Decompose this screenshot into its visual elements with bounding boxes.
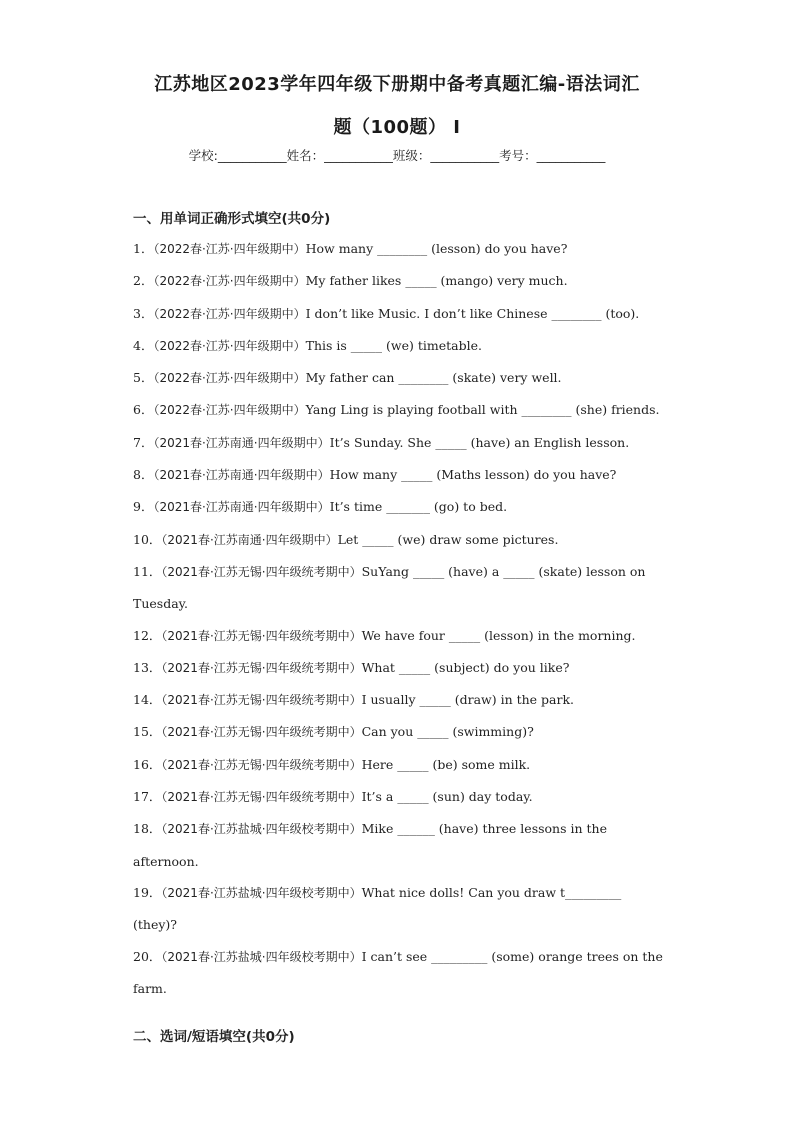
question-list bbox=[133, 233, 668, 1004]
question-source: （2021春·江苏无锡·四年级统考期中） bbox=[161, 693, 362, 708]
question-number: 1． bbox=[133, 241, 154, 256]
question-source: （2021春·江苏无锡·四年级统考期中） bbox=[161, 757, 362, 772]
question-item bbox=[133, 620, 668, 652]
section-heading-1: 一、用单词正确形式填空(共0分) bbox=[133, 211, 331, 227]
question-source: （2021春·江苏南通·四年级期中） bbox=[153, 500, 330, 515]
question-item bbox=[133, 330, 668, 362]
student-info-line: 学校:___________姓名：___________班级：___________考号：___________ bbox=[188, 148, 606, 163]
question-source: （2021春·江苏无锡·四年级统考期中） bbox=[161, 660, 362, 675]
question-text: Can you _____ (swimming)? bbox=[361, 724, 534, 740]
question-item bbox=[133, 524, 668, 556]
question-source: （2022春·江苏·四年级期中） bbox=[153, 338, 306, 353]
question-item bbox=[133, 556, 668, 620]
question-text: My father likes _____ (mango) very much. bbox=[305, 273, 568, 289]
document-title-line1: 江苏地区2023学年四年级下册期中备考真题汇编-语法词汇 bbox=[154, 74, 640, 95]
question-source: （2022春·江苏·四年级期中） bbox=[153, 274, 306, 289]
question-source: （2021春·江苏盐城·四年级校考期中） bbox=[161, 822, 362, 837]
question-number: 2． bbox=[133, 273, 154, 289]
question-text: It’s Sunday. She _____ (have) an English lesson. bbox=[329, 434, 630, 450]
question-text: My father can ________ (skate) very well. bbox=[305, 370, 562, 386]
question-number: 12． bbox=[133, 627, 162, 643]
question-number: 9． bbox=[133, 499, 154, 515]
question-item bbox=[133, 265, 668, 297]
question-item bbox=[133, 749, 668, 781]
question-number: 4． bbox=[133, 337, 154, 353]
question-number: 15． bbox=[133, 724, 162, 740]
section-heading-2: 二、选词/短语填空(共0分) bbox=[133, 1029, 295, 1045]
question-item bbox=[133, 394, 668, 426]
question-text: Mike ______ (have) three lessons in the afternoon. bbox=[133, 821, 607, 869]
question-text: How many _____ (Maths lesson) do you have? bbox=[329, 467, 617, 483]
question-item bbox=[133, 362, 668, 394]
question-source: （2021春·江苏南通·四年级期中） bbox=[153, 468, 330, 483]
question-source: （2021春·江苏盐城·四年级校考期中） bbox=[161, 949, 362, 964]
question-text: How many ________ (lesson) do you have? bbox=[305, 241, 568, 256]
question-source: （2021春·江苏无锡·四年级统考期中） bbox=[161, 790, 362, 805]
question-number: 11． bbox=[133, 563, 162, 579]
question-number: 3． bbox=[133, 305, 154, 321]
question-text: What _____ (subject) do you like? bbox=[361, 659, 570, 675]
question-number: 13． bbox=[133, 659, 162, 675]
question-source: （2021春·江苏南通·四年级期中） bbox=[153, 435, 330, 450]
question-item bbox=[133, 298, 668, 330]
question-number: 18． bbox=[133, 821, 162, 837]
question-source: （2022春·江苏·四年级期中） bbox=[153, 306, 306, 321]
question-text: Let _____ (we) draw some pictures. bbox=[337, 531, 559, 547]
question-number: 10． bbox=[133, 531, 162, 547]
question-text: I usually _____ (draw) in the park. bbox=[361, 692, 575, 708]
question-text: Yang Ling is playing football with ________ (she) friends. bbox=[305, 402, 660, 418]
question-item bbox=[133, 459, 668, 491]
question-text: It’s a _____ (sun) day today. bbox=[361, 789, 533, 805]
question-item bbox=[133, 652, 668, 684]
question-item bbox=[133, 781, 668, 813]
question-item bbox=[133, 491, 668, 523]
question-source: （2022春·江苏·四年级期中） bbox=[153, 403, 306, 418]
question-text: This is _____ (we) timetable. bbox=[305, 337, 482, 353]
question-number: 5． bbox=[133, 370, 154, 386]
question-item bbox=[133, 233, 668, 265]
question-item bbox=[133, 813, 668, 877]
question-item bbox=[133, 716, 668, 748]
question-text: I can’t see _________ (some) orange trees on the farm. bbox=[133, 948, 663, 996]
question-source: （2022春·江苏·四年级期中） bbox=[153, 371, 306, 386]
question-item bbox=[133, 941, 668, 1005]
question-number: 14． bbox=[133, 692, 162, 708]
question-text: We have four _____ (lesson) in the morning. bbox=[361, 627, 636, 643]
question-text: It’s time _______ (go) to bed. bbox=[329, 499, 508, 515]
question-source: （2021春·江苏无锡·四年级统考期中） bbox=[161, 564, 362, 579]
question-text: What nice dolls! Can you draw t_________ (they)? bbox=[133, 884, 622, 933]
question-number: 17． bbox=[133, 789, 162, 805]
question-text: I don’t like Music. I don’t like Chinese ________ (too). bbox=[305, 305, 640, 321]
question-item bbox=[133, 684, 668, 716]
question-source: （2021春·江苏南通·四年级期中） bbox=[161, 532, 338, 547]
question-item bbox=[133, 427, 668, 459]
question-source: （2021春·江苏无锡·四年级统考期中） bbox=[161, 725, 362, 740]
question-number: 16． bbox=[133, 756, 162, 772]
question-number: 19． bbox=[133, 884, 162, 900]
question-text: Here _____ (be) some milk. bbox=[361, 756, 531, 772]
question-number: 7． bbox=[133, 434, 154, 450]
question-number: 20． bbox=[133, 948, 162, 964]
question-number: 8． bbox=[133, 467, 154, 483]
document-title-line2: 题（100题） I bbox=[333, 117, 461, 138]
question-number: 6． bbox=[133, 402, 154, 418]
question-item bbox=[133, 877, 668, 941]
question-source: （2022春·江苏·四年级期中） bbox=[153, 242, 306, 256]
question-source: （2021春·江苏无锡·四年级统考期中） bbox=[161, 628, 362, 643]
question-source: （2021春·江苏盐城·四年级校考期中） bbox=[161, 885, 362, 900]
question-text: SuYang _____ (have) a _____ (skate) lesson on Tuesday. bbox=[133, 563, 646, 612]
